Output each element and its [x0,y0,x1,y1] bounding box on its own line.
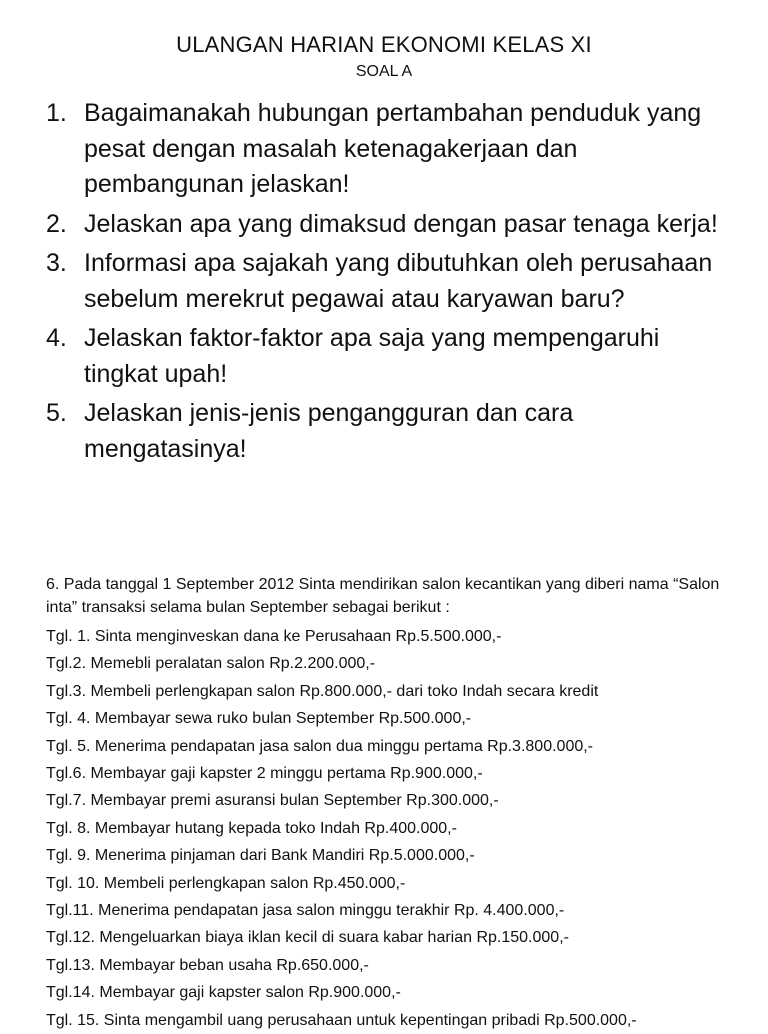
essay-question-list [46,96,736,471]
transaction-item: Tgl. 8. Membayar hutang kepada toko Indah Rp.400.000,- [46,819,457,837]
essay-question [46,207,736,243]
question-text: Jelaskan jenis-jenis pengangguran dan cara mengatasinya! [84,399,574,463]
question-number: 1. [46,99,67,127]
transaction-item: Tgl.13. Membayar beban usaha Rp.650.000,- [46,956,369,974]
document-title: ULANGAN HARIAN EKONOMI KELAS XI [176,32,592,57]
transaction-item: Tgl. 15. Sinta mengambil uang perusahaan untuk kepentingan pribadi Rp.500.000,- [46,1011,637,1029]
transaction-item: Tgl.7. Membayar premi asuransi bulan September Rp.300.000,- [46,792,499,810]
case-question [46,573,736,1034]
transaction-item: Tgl.6. Membayar gaji kapster 2 minggu pertama Rp.900.000,- [46,765,483,783]
transaction-item: Tgl.12. Mengeluarkan biaya iklan kecil di suara kabar harian Rp.150.000,- [46,929,569,947]
question-text: Informasi apa sajakah yang dibutuhkan oleh perusahaan sebelum merekrut pegawai atau karyawan baru? [84,249,713,313]
transaction-item: Tgl. 4. Membayar sewa ruko bulan September Rp.500.000,- [46,710,472,728]
transaction-item: Tgl. 1. Sinta menginveskan dana ke Perusahaan Rp.5.500.000,- [46,628,502,645]
essay-question [46,96,736,203]
essay-question [46,246,736,317]
question-number: 4. [46,324,67,352]
transaction-item: Tgl.14. Membayar gaji kapster salon Rp.900.000,- [46,984,401,1002]
transaction-list [46,623,736,1034]
question-number: 2. [46,209,67,238]
transaction-item: Tgl.11. Menerima pendapatan jasa salon minggu terakhir Rp. 4.400.000,- [46,902,565,920]
essay-question [46,321,736,392]
question-number: 5. [46,399,67,427]
transaction-item: Tgl. 9. Menerima pinjaman dari Bank Mandiri Rp.5.000.000,- [46,847,475,865]
transaction-item: Tgl.2. Memebli peralatan salon Rp.2.200.000,- [46,655,376,673]
case-question-intro: 6. Pada tanggal 1 September 2012 Sinta mendirikan salon kecantikan yang diberi nama “Salon inta” transaksi selama bulan September sebagai berikut : [46,576,720,616]
essay-question [46,396,736,467]
question-text: Jelaskan apa yang dimaksud dengan pasar tenaga kerja! [84,209,718,238]
question-text: Jelaskan faktor-faktor apa saja yang mempengaruhi tingkat upah! [84,324,660,388]
document-subtitle: SOAL A [355,63,413,80]
transaction-item: Tgl. 5. Menerima pendapatan jasa salon dua minggu pertama Rp.3.800.000,- [46,737,594,755]
transaction-item: Tgl.3. Membeli perlengkapan salon Rp.800.000,- dari toko Indah secara kredit [46,682,599,700]
question-number: 3. [46,249,67,277]
question-text: Bagaimanakah hubungan pertambahan penduduk yang pesat dengan masalah ketenagakerjaan dan pembangunan jelaskan! [84,99,702,198]
transaction-item: Tgl. 10. Membeli perlengkapan salon Rp.450.000,- [46,874,406,892]
